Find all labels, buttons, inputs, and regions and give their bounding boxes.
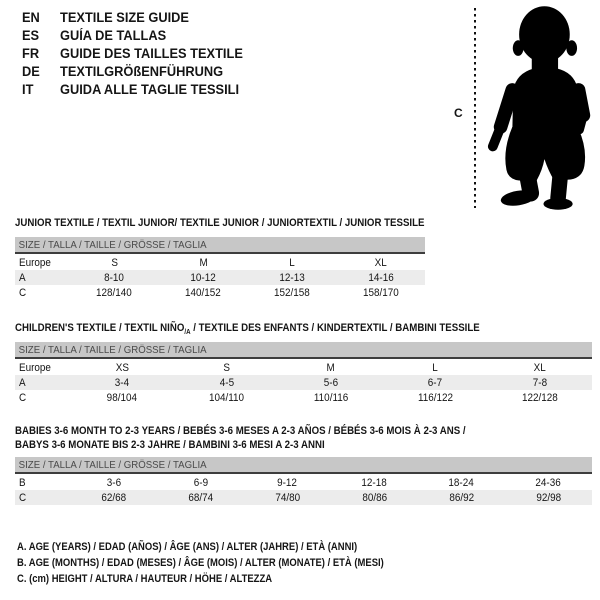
table-cell: Europe <box>19 361 51 374</box>
section-title-babies <box>15 424 466 452</box>
table-cell: A <box>19 271 26 284</box>
height-measure-label: C <box>454 106 463 120</box>
table-cell: 14-16 <box>367 271 394 284</box>
table-cell: 110/116 <box>313 391 349 404</box>
language-code: FR <box>22 45 40 61</box>
size-header-label: SIZE / TALLA / TAILLE / GRÖSSE / TAGLIA <box>18 238 207 251</box>
table-cell: C <box>19 491 27 504</box>
table-row <box>15 270 425 285</box>
table-cell: S <box>223 361 230 374</box>
table-cell: 5-6 <box>323 376 339 389</box>
language-row-fr <box>22 44 253 62</box>
language-code: DE <box>22 63 40 79</box>
language-label: TEXTILE SIZE GUIDE <box>60 9 189 25</box>
footnote-b: B. AGE (MONTHS) / EDAD (MESES) / ÂGE (MOIS) / ALTER (MONATE) / ETÀ (MESI) <box>17 557 384 569</box>
table-cell: 3-6 <box>106 476 121 489</box>
size-header-bar <box>15 237 425 254</box>
height-measure-line <box>473 8 477 208</box>
table-row <box>15 360 592 375</box>
language-row-it <box>22 80 253 98</box>
table-cell: A <box>19 376 26 389</box>
table-row <box>15 255 425 270</box>
table-cell: 4-5 <box>219 376 234 389</box>
table-cell: 158/170 <box>362 286 399 299</box>
language-list <box>22 8 253 98</box>
table-cell: 12-13 <box>279 271 305 284</box>
table-cell: 8-10 <box>104 271 125 284</box>
children-size-table <box>15 360 592 405</box>
table-cell: 74/80 <box>275 491 300 504</box>
table-cell: 116/122 <box>417 391 453 404</box>
table-cell: 9-12 <box>277 476 298 489</box>
table-cell: C <box>19 391 27 404</box>
section-title-junior: JUNIOR TEXTILE / TEXTIL JUNIOR/ TEXTILE JUNIOR / JUNIORTEXTIL / JUNIOR TESSILE <box>15 217 425 229</box>
table-cell: L <box>289 256 295 269</box>
table-cell: 104/110 <box>209 391 245 404</box>
table-row <box>15 285 425 300</box>
table-cell: L <box>432 361 439 374</box>
footnote-c: C. (cm) HEIGHT / ALTURA / HAUTEUR / HÖHE / ALTEZZA <box>17 573 273 585</box>
language-row-en <box>22 8 253 26</box>
section-title-children <box>15 321 480 340</box>
table-cell: 10-12 <box>190 271 216 284</box>
table-cell: XL <box>533 361 546 374</box>
table-cell: 122/128 <box>521 391 558 404</box>
section-title-text: CHILDREN'S TEXTILE / TEXTIL NIÑO <box>15 322 185 334</box>
table-cell: 62/68 <box>101 491 126 504</box>
section-title-text: / TEXTILE DES ENFANTS / KINDERTEXTIL / BAMBINI TESSILE <box>190 322 480 334</box>
table-cell: 98/104 <box>107 391 138 404</box>
table-cell: S <box>111 256 118 269</box>
table-cell: XL <box>374 256 387 269</box>
table-cell: 140/152 <box>185 286 222 299</box>
language-code: ES <box>22 27 40 43</box>
language-code: IT <box>22 81 34 97</box>
table-row <box>15 390 592 405</box>
language-label: GUÍA DE TALLAS <box>60 27 167 43</box>
table-cell: 7-8 <box>532 376 547 389</box>
footnotes <box>17 541 444 589</box>
table-row <box>15 375 592 390</box>
toddler-silhouette-icon <box>486 2 598 212</box>
table-cell: 152/158 <box>273 286 310 299</box>
footnote-a: A. AGE (YEARS) / EDAD (AÑOS) / ÂGE (ANS) / ALTER (JAHRE) / ETÀ (ANNI) <box>17 541 358 553</box>
language-label: TEXTILGRÖßENFÜHRUNG <box>60 63 224 79</box>
table-cell: 12-18 <box>361 476 388 489</box>
table-cell: 18-24 <box>448 476 475 489</box>
babies-size-table <box>15 475 592 505</box>
table-cell: Europe <box>19 256 51 269</box>
table-cell: 3-4 <box>115 376 130 389</box>
table-cell: 128/140 <box>96 286 133 299</box>
language-label: GUIDA ALLE TAGLIE TESSILI <box>60 81 240 97</box>
table-cell: 6-9 <box>193 476 208 489</box>
language-label: GUIDE DES TAILLES TEXTILE <box>60 45 243 61</box>
table-cell: 86/92 <box>449 491 474 504</box>
size-header-label: SIZE / TALLA / TAILLE / GRÖSSE / TAGLIA <box>18 458 207 471</box>
table-cell: 6-7 <box>428 376 443 389</box>
section-title-subscript: /A <box>184 329 191 337</box>
table-row <box>15 490 592 505</box>
table-cell: B <box>19 476 26 489</box>
language-row-es <box>22 26 253 44</box>
size-header-label: SIZE / TALLA / TAILLE / GRÖSSE / TAGLIA <box>18 343 207 356</box>
section-title-line2: BABYS 3-6 MONATE BIS 2-3 JAHRE / BAMBINI 3-6 MESI A 2-3 ANNI <box>15 439 325 451</box>
table-cell: C <box>19 286 27 299</box>
table-row <box>15 475 592 490</box>
language-row-de <box>22 62 253 80</box>
table-cell: 92/98 <box>536 491 561 504</box>
table-cell: 68/74 <box>188 491 213 504</box>
table-cell: 24-36 <box>535 476 562 489</box>
language-code: EN <box>22 9 40 25</box>
size-header-bar <box>15 342 592 359</box>
table-cell: M <box>326 361 336 374</box>
table-cell: 80/86 <box>362 491 387 504</box>
table-cell: XS <box>115 361 129 374</box>
junior-size-table <box>15 255 425 300</box>
section-title-line1: BABIES 3-6 MONTH TO 2-3 YEARS / BEBÉS 3-6 MESES A 2-3 AÑOS / BÉBÉS 3-6 MOIS À 2-3 ANS / <box>15 425 466 437</box>
table-cell: M <box>198 256 208 269</box>
size-header-bar <box>15 457 592 474</box>
